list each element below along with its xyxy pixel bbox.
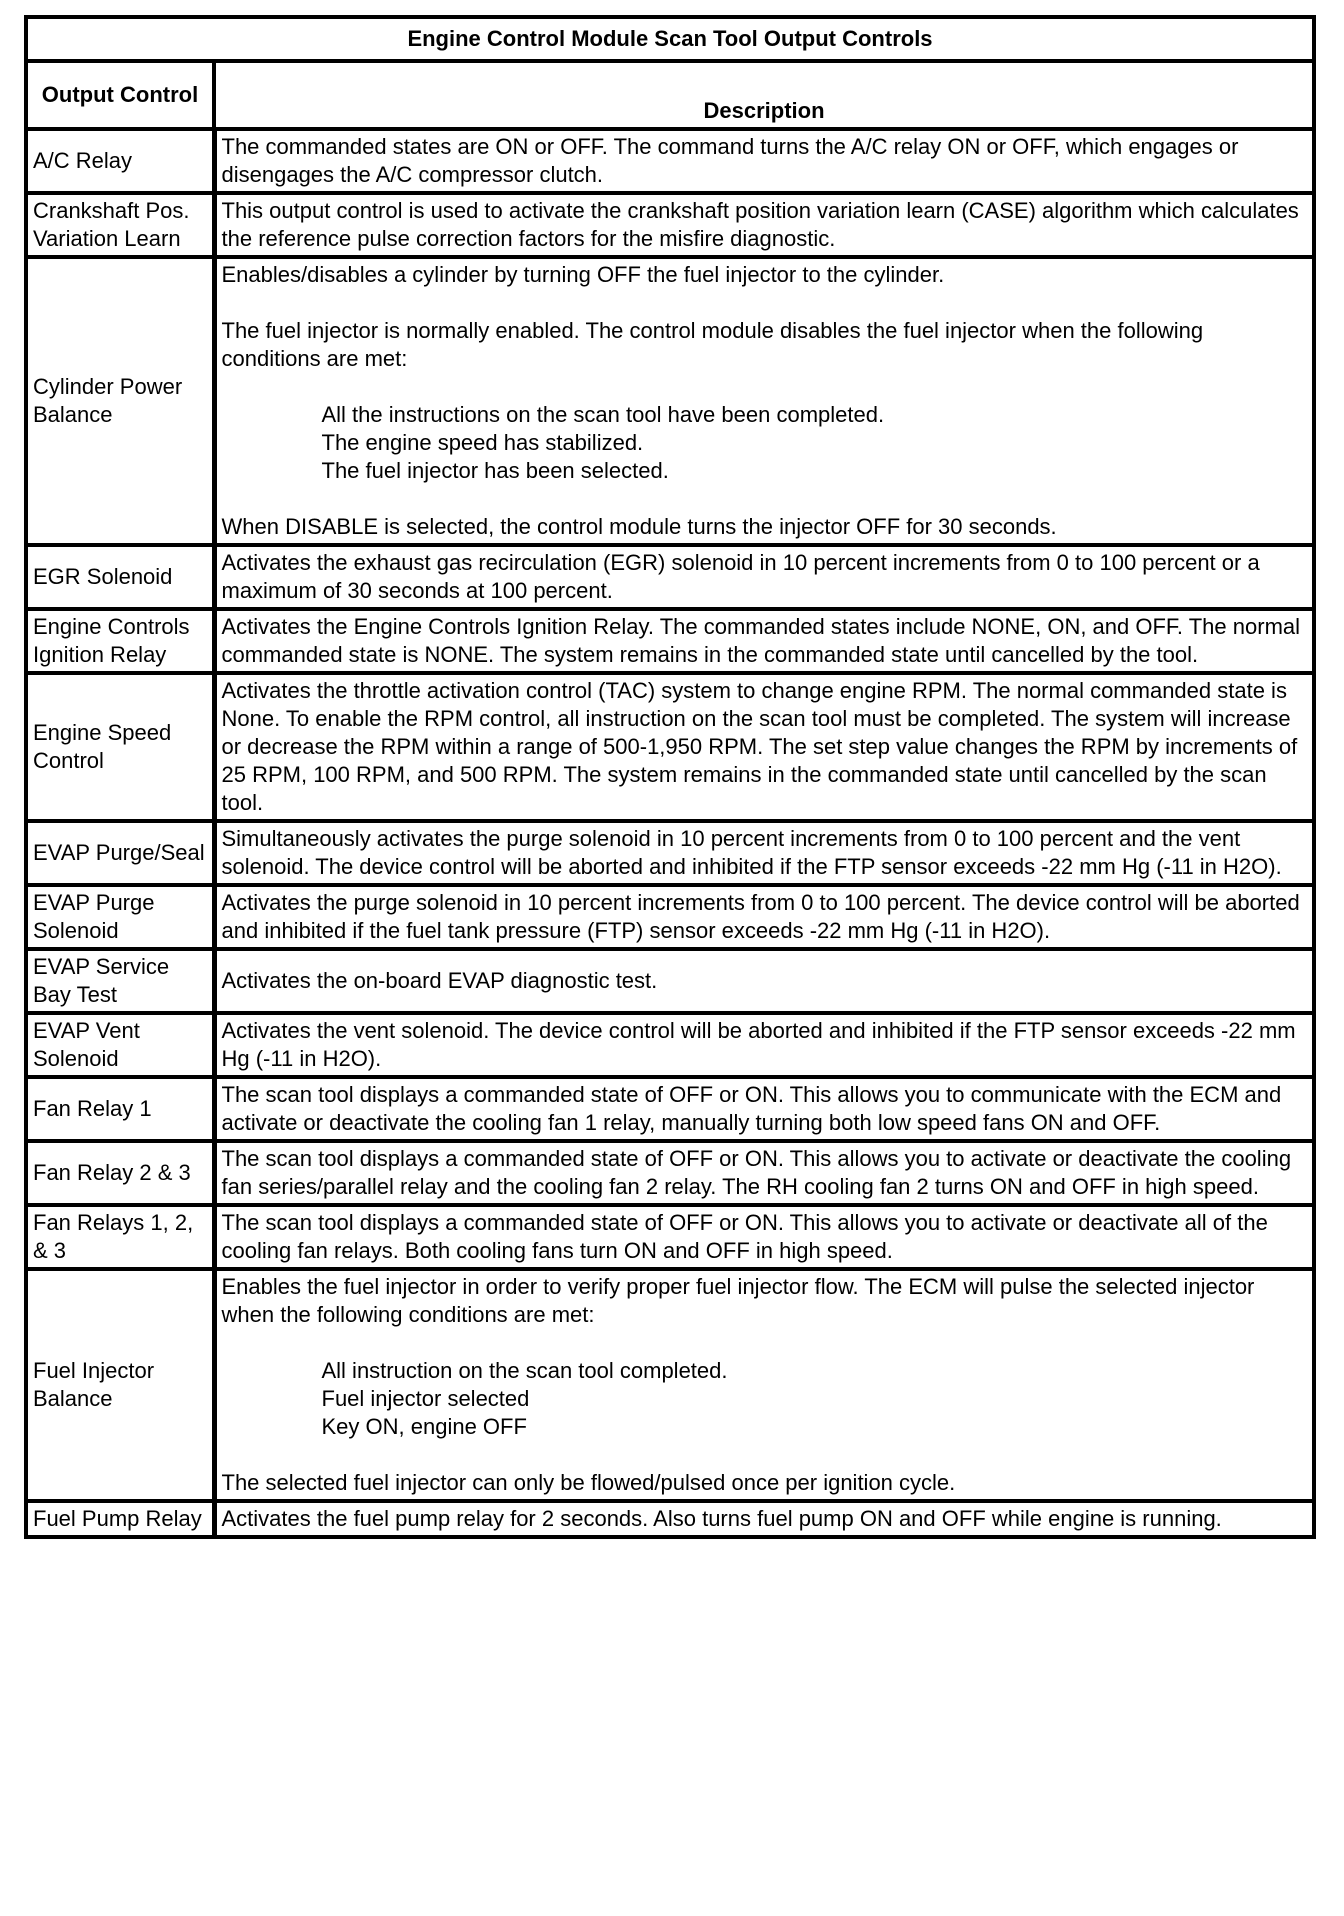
table-row [26,1013,1314,1077]
header-description: Description [214,61,1314,129]
description-cell: Activates the on-board EVAP diagnostic test. [214,949,1314,1013]
output-control-cell: Crankshaft Pos. Variation Learn [26,193,214,257]
table-row [26,609,1314,673]
output-control-cell: Fuel Pump Relay [26,1501,214,1537]
table-row [26,1269,1314,1501]
description-cell [214,1269,1314,1501]
description-footer: When DISABLE is selected, the control module turns the injector OFF for 30 seconds. [221,514,1057,539]
table-header-row [26,61,1314,129]
table-row [26,545,1314,609]
output-control-cell: Engine Controls Ignition Relay [26,609,214,673]
description-cell: Activates the vent solenoid. The device control will be aborted and inhibited if the FTP sensor exceeds -22 mm Hg (-11 in H2O). [214,1013,1314,1077]
description-cell: Activates the purge solenoid in 10 percent increments from 0 to 100 percent. The device control will be aborted and inhibited if the fuel tank pressure (FTP) sensor exceeds -22 mm Hg (-11 in H2O). [214,885,1314,949]
table-row [26,1077,1314,1141]
conditions-list [222,373,1308,513]
output-control-cell: Fan Relay 2 & 3 [26,1141,214,1205]
description-cell: The scan tool displays a commanded state of OFF or ON. This allows you to activate or deactivate all of the cooling fan relays. Both cooling fans turn ON and OFF in high speed. [214,1205,1314,1269]
description-paragraph: The fuel injector is normally enabled. The control module disables the fuel injector when the following conditions are met: [221,318,1204,371]
description-cell: Simultaneously activates the purge solenoid in 10 percent increments from 0 to 100 percent and the vent solenoid. The device control will be aborted and inhibited if the FTP sensor exceeds -22 mm Hg (-11 in H2O). [214,821,1314,885]
table-row [26,129,1314,193]
description-paragraph: Enables/disables a cylinder by turning OFF the fuel injector to the cylinder. [221,262,945,287]
output-control-cell: A/C Relay [26,129,214,193]
table-title-row [26,17,1314,61]
table-row [26,1141,1314,1205]
table-row [26,193,1314,257]
description-cell: The scan tool displays a commanded state of OFF or ON. This allows you to communicate with the ECM and activate or deactivate the cooling fan 1 relay, manually turning both low speed fans ON and OFF. [214,1077,1314,1141]
output-control-cell: EVAP Service Bay Test [26,949,214,1013]
description-cell: The commanded states are ON or OFF. The command turns the A/C relay ON or OFF, which engages or disengages the A/C compressor clutch. [214,129,1314,193]
description-cell [214,257,1314,545]
description-cell: Activates the Engine Controls Ignition Relay. The commanded states include NONE, ON, and OFF. The normal commanded state is NONE. The system remains in the commanded state until cancelled by the tool. [214,609,1314,673]
description-cell: The scan tool displays a commanded state of OFF or ON. This allows you to activate or deactivate the cooling fan series/parallel relay and the cooling fan 2 relay. The RH cooling fan 2 turns ON and OFF in high speed. [214,1141,1314,1205]
table-row [26,257,1314,545]
table-row [26,1501,1314,1537]
table-row [26,821,1314,885]
output-control-cell: Cylinder Power Balance [26,257,214,545]
description-cell: Activates the fuel pump relay for 2 seconds. Also turns fuel pump ON and OFF while engine is running. [214,1501,1314,1537]
condition-item: The engine speed has stabilized. [321,430,644,455]
output-controls-table [24,15,1316,1539]
description-cell: This output control is used to activate the crankshaft position variation learn (CASE) algorithm which calculates the reference pulse correction factors for the misfire diagnostic. [214,193,1314,257]
output-control-cell: EVAP Purge Solenoid [26,885,214,949]
output-control-cell: EVAP Vent Solenoid [26,1013,214,1077]
condition-item: Fuel injector selected [321,1386,530,1411]
output-control-cell: EVAP Purge/Seal [26,821,214,885]
description-footer: The selected fuel injector can only be flowed/pulsed once per ignition cycle. [221,1470,956,1495]
output-control-cell: Fan Relays 1, 2, & 3 [26,1205,214,1269]
table-row [26,885,1314,949]
description-paragraph: Enables the fuel injector in order to verify proper fuel injector flow. The ECM will pulse the selected injector when the following conditions are met: [221,1274,1255,1327]
conditions-list [222,1329,1308,1469]
output-control-cell: EGR Solenoid [26,545,214,609]
condition-item: All instruction on the scan tool completed. [321,1358,728,1383]
condition-item: All the instructions on the scan tool have been completed. [321,402,885,427]
spacer [222,289,1308,317]
condition-item: Key ON, engine OFF [321,1414,527,1439]
description-cell: Activates the throttle activation control (TAC) system to change engine RPM. The normal commanded state is None. To enable the RPM control, all instruction on the scan tool must be completed. The system will increase or decrease the RPM within a range of 500-1,950 RPM. The set step value changes the RPM by increments of 25 RPM, 100 RPM, and 500 RPM. The system remains in the commanded state until cancelled by the scan tool. [214,673,1314,821]
table-row [26,673,1314,821]
output-control-cell: Fuel Injector Balance [26,1269,214,1501]
description-cell: Activates the exhaust gas recirculation (EGR) solenoid in 10 percent increments from 0 to 100 percent or a maximum of 30 seconds at 100 percent. [214,545,1314,609]
table-row [26,949,1314,1013]
table-row [26,1205,1314,1269]
condition-item: The fuel injector has been selected. [321,458,669,483]
header-output-control: Output Control [26,61,214,129]
output-control-cell: Engine Speed Control [26,673,214,821]
table-title: Engine Control Module Scan Tool Output Controls [26,17,1314,61]
output-control-cell: Fan Relay 1 [26,1077,214,1141]
